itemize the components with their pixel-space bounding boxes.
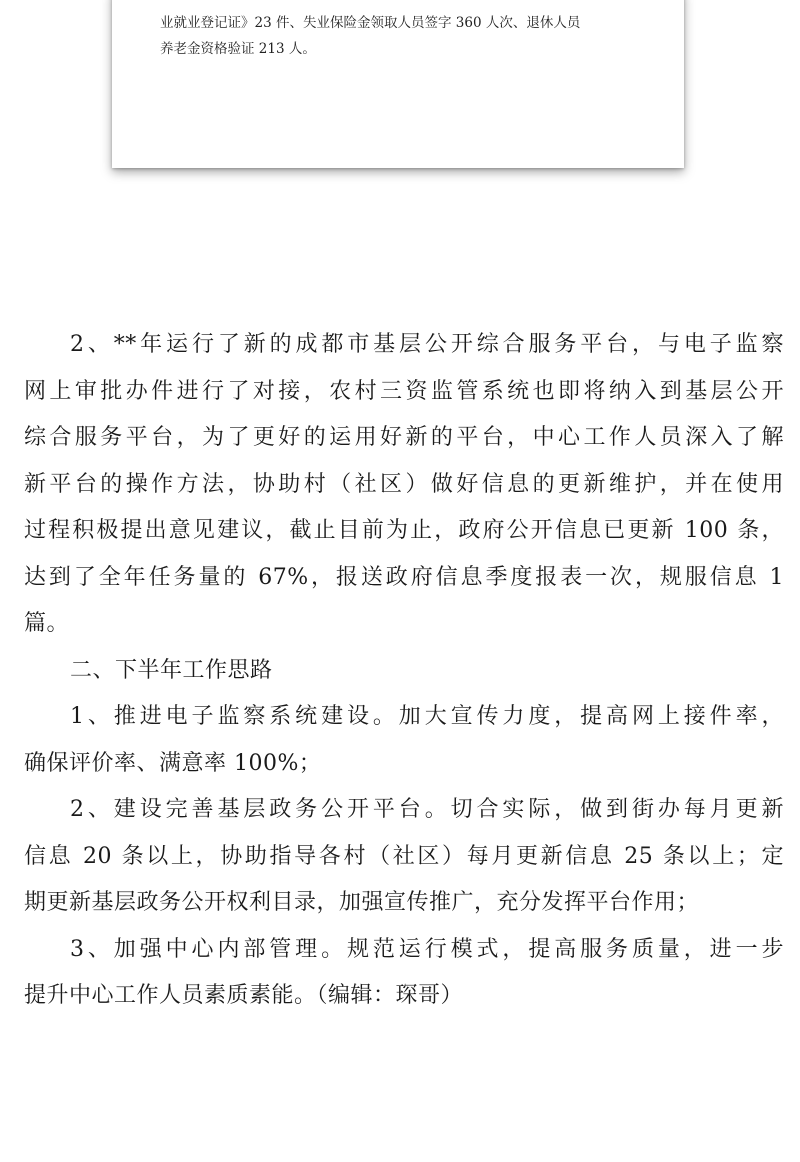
list-item-line: 信息 20 条以上，协助指导各村（社区）每月更新信息 25 条以上；定 [24, 843, 784, 869]
card-text-line: 业就业登记证》23 件、失业保险金领取人员签字 360 人次、退休人员 [160, 15, 581, 31]
paragraph-line: 新平台的操作方法，协助村（社区）做好信息的更新维护，并在使用 [24, 471, 784, 497]
list-item-line: 期更新基层政务公开权利目录，加强宣传推广，充分发挥平台作用； [24, 890, 700, 915]
document-body [24, 322, 784, 1020]
paragraph-line: 过程积极提出意见建议，截止目前为止，政府公开信息已更新 100 条， [24, 518, 784, 543]
paragraph-line: 达到了全年任务量的 67%，报送政府信息季度报表一次，规服信息 1 [24, 564, 784, 590]
paragraph-line: 网上审批办件进行了对接，农村三资监管系统也即将纳入到基层公开 [24, 378, 784, 404]
list-item-line: 2、建设完善基层政务公开平台。切合实际，做到街办每月更新 [70, 797, 784, 822]
paragraph-line: 综合服务平台，为了更好的运用好新的平台，中心工作人员深入了解 [24, 425, 784, 450]
list-item-line: 3、加强中心内部管理。规范运行模式，提高服务质量，进一步 [70, 936, 784, 962]
card-text-line: 养老金资格验证 213 人。 [160, 41, 316, 57]
list-item-line: 确保评价率、满意率 100%； [24, 750, 322, 776]
section-heading: 二、下半年工作思路 [70, 657, 273, 683]
paragraph-line: 篇。 [24, 611, 70, 636]
paragraph-line: 2、**年运行了新的成都市基层公开综合服务平台，与电子监察 [70, 332, 784, 357]
document-excerpt-card [112, 0, 684, 168]
list-item-line: 1、推进电子监察系统建设。加大宣传力度，提高网上接件率， [70, 704, 784, 729]
list-item-line: 提升中心工作人员素质素能。（编辑：琛哥） [24, 983, 464, 1008]
